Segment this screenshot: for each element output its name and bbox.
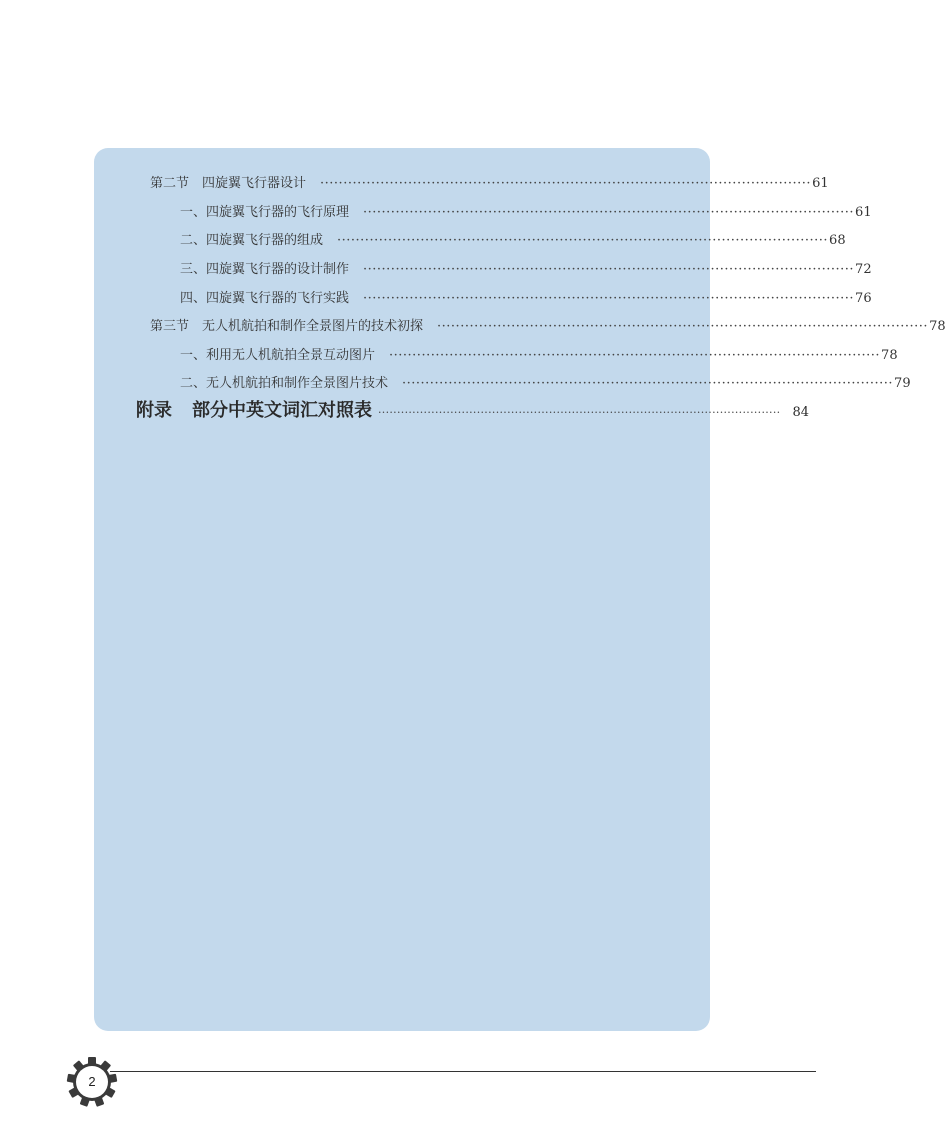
toc-entry-subsection[interactable] [180, 232, 846, 250]
dot-leader: ·········································································································· [337, 233, 829, 248]
dot-leader: ·········································································································· [378, 406, 781, 419]
page-number: 61 [855, 205, 872, 220]
section-number: 第二节 [150, 176, 190, 191]
subsection-title: 二、无人机航拍和制作全景图片技术 [180, 376, 389, 391]
toc-entry-appendix[interactable] [136, 400, 809, 422]
section-number: 第三节 [150, 319, 190, 334]
dot-leader: ·········································································································· [363, 205, 855, 220]
footer-page-number: 2 [88, 1074, 96, 1089]
toc-entry-section-2[interactable] [150, 175, 829, 193]
toc-entry-subsection[interactable] [180, 375, 911, 393]
appendix-tag: 附录 [136, 400, 172, 421]
dot-leader: ·········································································································· [437, 319, 929, 334]
toc-entry-subsection[interactable] [180, 290, 872, 308]
subsection-title: 四、四旋翼飞行器的飞行实践 [180, 291, 350, 306]
toc-entry-section-3[interactable] [150, 318, 946, 336]
subsection-title: 一、利用无人机航拍全景互动图片 [180, 348, 376, 363]
dot-leader: ·········································································································· [363, 291, 855, 306]
toc-entry-subsection[interactable] [180, 261, 872, 279]
page-number: 76 [855, 291, 872, 306]
page-number: 78 [929, 319, 946, 334]
page-number: 78 [881, 348, 898, 363]
dot-leader: ·········································································································· [389, 348, 881, 363]
toc-entry-subsection[interactable] [180, 204, 872, 222]
footer-rule [110, 1071, 816, 1072]
page-number: 68 [829, 233, 846, 248]
page-number-badge [64, 1054, 120, 1110]
toc-entry-subsection[interactable] [180, 347, 898, 365]
page-number: 84 [792, 405, 809, 420]
toc-panel [94, 148, 710, 1031]
subsection-title: 一、四旋翼飞行器的飞行原理 [180, 205, 350, 220]
dot-leader: ·········································································································· [402, 376, 894, 391]
subsection-title: 二、四旋翼飞行器的组成 [180, 233, 324, 248]
dot-leader: ·········································································································· [320, 176, 812, 191]
page-number: 72 [855, 262, 872, 277]
toc-entry-label [136, 402, 378, 420]
subsection-title: 三、四旋翼飞行器的设计制作 [180, 262, 350, 277]
dot-leader: ·········································································································· [363, 262, 855, 277]
page-number: 61 [812, 176, 829, 191]
section-title: 四旋翼飞行器设计 [202, 176, 307, 191]
page-number: 79 [894, 376, 911, 391]
toc-entry-label [150, 175, 320, 193]
appendix-title: 部分中英文词汇对照表 [192, 400, 372, 421]
toc-entry-label [150, 318, 437, 336]
section-title: 无人机航拍和制作全景图片的技术初探 [202, 319, 424, 334]
